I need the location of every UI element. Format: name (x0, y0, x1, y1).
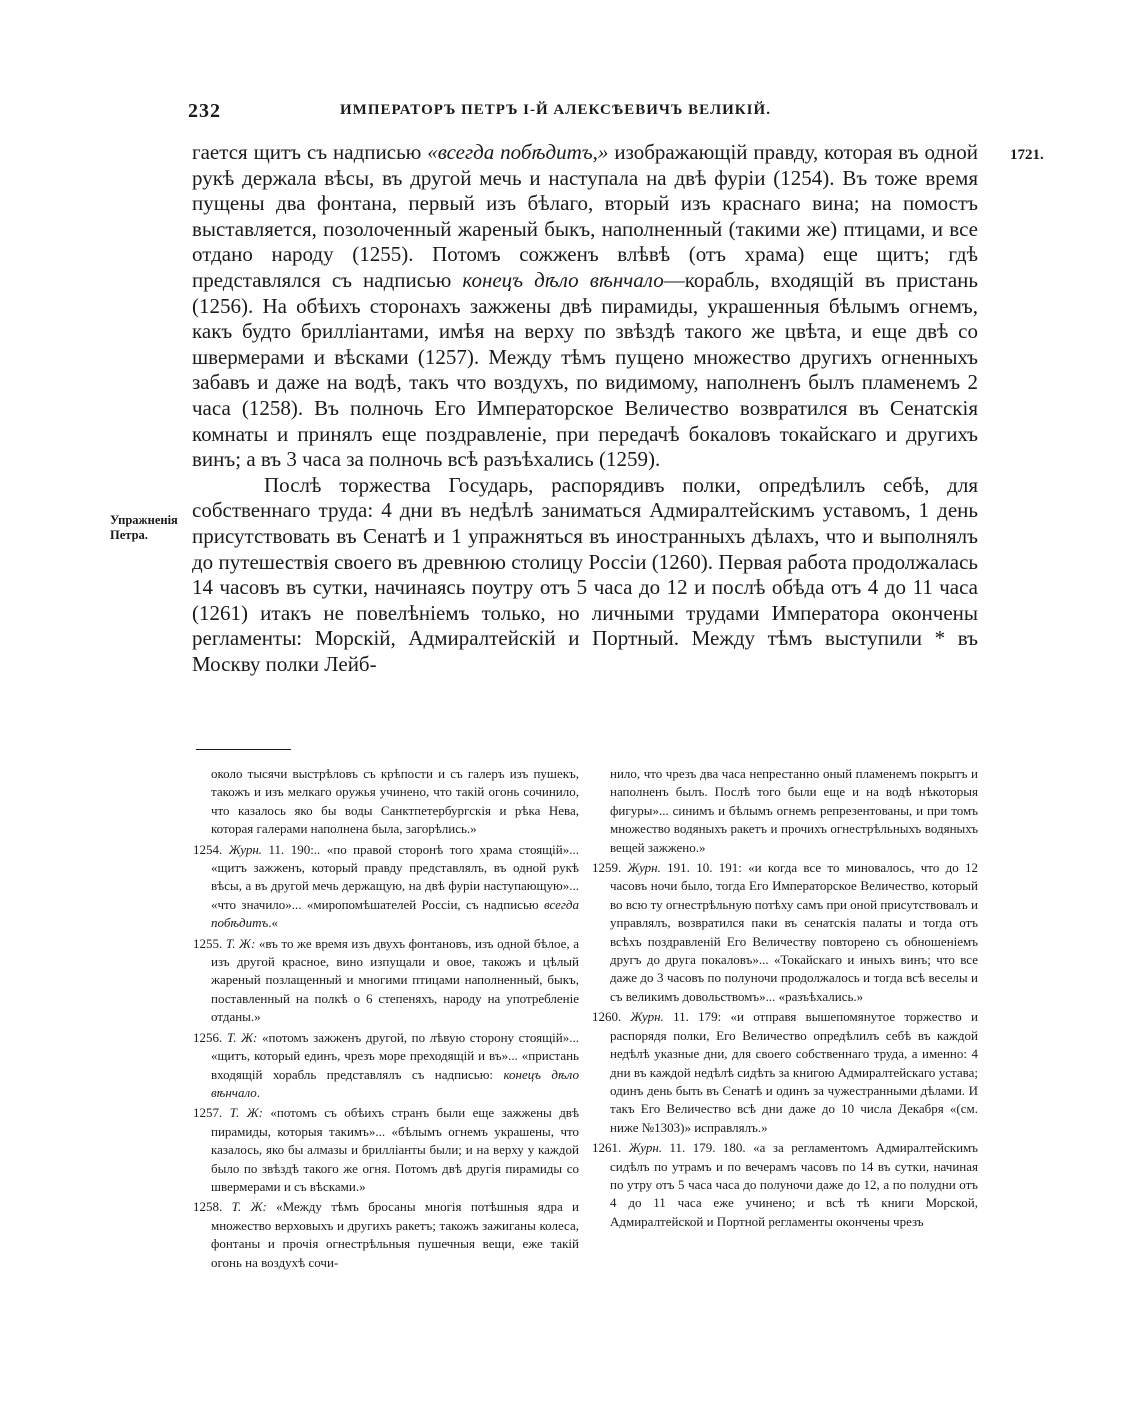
footnote: около тысячи выстрѣловъ съ крѣпости и съ галеръ изъ пушекъ, такожъ и изъ мелкаго оружья учинено, что такій огонь сочинило, что казалось яко бы воды Санктпетербургскія и рѣка Нева, которая галерами наполнена была, загорѣлись.» (211, 766, 579, 837)
page-number: 232 (188, 100, 221, 122)
margin-side-note: Упражненія Петра. (110, 513, 178, 542)
footnote: 1256. Т. Ж: «потомъ зажженъ другой, по лѣвую сторону стоящій»... «щитъ, который единъ, чрезъ море преходящій и въ»... «пристань входящій хорабль представлялъ съ надписью: конецъ дѣло вѣнчало. (193, 1029, 579, 1100)
footnote-divider (196, 749, 291, 750)
page-header (188, 100, 988, 130)
footnote: 1260. Журн. 11. 179: «и отправя вышепомянутое торжество и распорядя полки, Его Величество опредѣлилъ себѣ въ каждой недѣлѣ указные дни, для своего собственнаго труда, а именно: 4 дни въ каждой недѣлѣ сидѣть за книгою Адмиралтейскаго устава; одинъ день быть въ Сенатѣ и одинъ за чужестранными дѣлами. И такъ Его Величество всѣ дни даже до 10 числа Декабря «(см. ниже №1303)» исправлялъ.» (592, 1009, 979, 1135)
paragraph-1: гается щитъ съ надписью «всегда побѣдитъ,» изображающій правду, которая въ одной рукѣ держала вѣсы, въ другой мечь и наступала на двѣ фуріи (1254). Въ тоже время пущены два фонтана, первый изъ бѣлаго, вторый изъ краснаго вина; на помостъ выставляется, позолоченный жареный быкъ, наполненный (такими же) птицами, и все отдано народу (1255). Потомъ сожженъ влѣвѣ (отъ храма) еще щитъ; гдѣ представлялся съ надписью конецъ дѣло вѣнчало—корабль, входящій въ пристань (1256). На обѣихъ сторонахъ зажжены двѣ пирамиды, украшенныя бѣлымъ огнемъ, какъ будто брилліантами, имѣя на верху по звѣздѣ такого же цвѣта, и еще двѣ со швермерами и вѣсками (1257). Между тѣмъ пущено множество другихъ огненныхъ забавъ и даже на водѣ, такъ что воздухъ, по видимому, наполненъ былъ пламенемъ 2 часа (1258). Въ полночь Его Императорское Величество возвратился въ Сенатскія комнаты и принялъ еще поздравленіе, при передачѣ бокаловъ токайскаго и другихъ винъ; а въ 3 часа за полночь всѣ разъѣхались (1259). (192, 140, 978, 472)
footnote-number: 1260. (592, 1009, 622, 1025)
footnote: 1259. Журн. 191. 10. 191: «и когда все то миновалось, что до 12 часовъ ночи было, тогда Его Императорское Величество, который во всю ту огнестрѣльную потѣху самъ при оной присутствовалъ и управлялъ, возвратился паки въ сенатскія палаты и тогда отъ всѣхъ поздравленій Его Величеству повторено съ обношеніемъ другъ до друга покаловъ»... «Токайскаго и иныхъ винъ; что все даже до 3 часовъ по полуночи продолжалось и тогда всѣ веселы и съ великимъ довольствомъ»... «разъѣхались.» (592, 860, 979, 1004)
running-title: ИМПЕРАТОРЪ ПЕТРЪ I-Й АЛЕКСѢЕВИЧЪ ВЕЛИКІЙ. (340, 102, 771, 118)
footnote-number: 1257. (193, 1105, 223, 1121)
main-text (192, 140, 978, 677)
footnote-number: 1261. (592, 1140, 622, 1156)
footnotes-left-column (193, 765, 579, 1274)
footnote: 1257. Т. Ж: «потомъ съ обѣихъ странъ были еще зажжены двѣ пирамиды, которыя такимъ»... «бѣлымъ огнемъ украшены, что казалось, яко бы алмазы и брилліанты были; и на верху у каждой было по звѣздѣ такого же огня. Потомъ двѣ другія пирамиды со швермерами и съ вѣсками.» (193, 1105, 580, 1194)
footnote: 1254. Журн. 11. 190:.. «по правой сторонѣ того храма стоящій»... «щитъ зажженъ, который правду представлялъ, въ одной рукѣ вѣсы, а въ другой мечь держащую, на двѣ фуріи наступающую»... «что значило»... «миропомѣшателей Россіи, съ надписью всегда побѣдитъ.« (193, 841, 580, 931)
margin-year: 1721. (1010, 147, 1044, 163)
footnote-number: 1254. (193, 841, 223, 857)
footnote: нило, что чрезъ два часа непрестанно оный пламенемъ покрытъ и наполненъ былъ. Послѣ того были еще и на водѣ нѣкоторыя фигуры»... синимъ и бѣлымъ огнемъ репрезентованы, и при томъ множество водяныхъ ракетъ и прочихъ огнестрѣльныхъ водяныхъ вещей зажжено.» (610, 766, 978, 855)
footnote: 1258. Т. Ж: «Между тѣмъ бросаны многія потѣшныя ядра и множество верховыхъ и другихъ ракетъ; такожъ зажиганы колеса, фонтаны и прочія огнестрѣльныя пушечныя вещи, еже такій огонь на воздухѣ сочи- (193, 1199, 580, 1270)
footnote: 1255. Т. Ж: «въ то же время изъ двухъ фонтановъ, изъ одной бѣлое, а изъ другой красное, вино изпущали и овое, такожъ и цѣлый жареный позлащенный и многими птицами наполненный, быкъ, поставленный на полкѣ о 6 степеняхъ, народу на употребленіе отданы.» (193, 935, 579, 1025)
footnote-number: 1256. (193, 1029, 223, 1045)
footnote-number: 1258. (193, 1199, 223, 1215)
footnote-number: 1259. (592, 860, 622, 876)
footnote-number: 1255. (193, 935, 223, 951)
paragraph-2: Послѣ торжества Государь, распорядивъ полки, опредѣлилъ себѣ, для собственнаго труда: 4 дни въ недѣлѣ заниматься Адмиралтейскимъ уставомъ, 1 день присутствовать въ Сенатѣ и 1 упражняться въ иностранныхъ дѣлахъ, что и выполнялъ до путешествія своего въ древнюю столицу Россіи (1260). Первая работа продолжалась 14 часовъ въ сутки, начинаясь поутру отъ 5 часа до 12 и послѣ обѣда отъ 4 до 11 часа (1261) итакъ не повелѣніемъ только, но личными трудами Императора окончены регламенты: Морскій, Адмиралтейскій и Портный. Между тѣмъ выступили * въ Москву полки Лейб- (192, 472, 978, 676)
footnotes-right-column (592, 765, 978, 1233)
footnote: 1261. Журн. 11. 179. 180. «а за регламентомъ Адмиралтейскимъ сидѣлъ по утрамъ и по вечерамъ часовъ по 14 въ сутки, начиная по утру отъ 5 часа часа до полуночи даже до 12, а по полудни отъ 4 до 11 часа еже учинено; и всѣ тѣ книги Морской, Адмиралтейской и Портной регламенты окончены чрезъ (592, 1140, 979, 1229)
